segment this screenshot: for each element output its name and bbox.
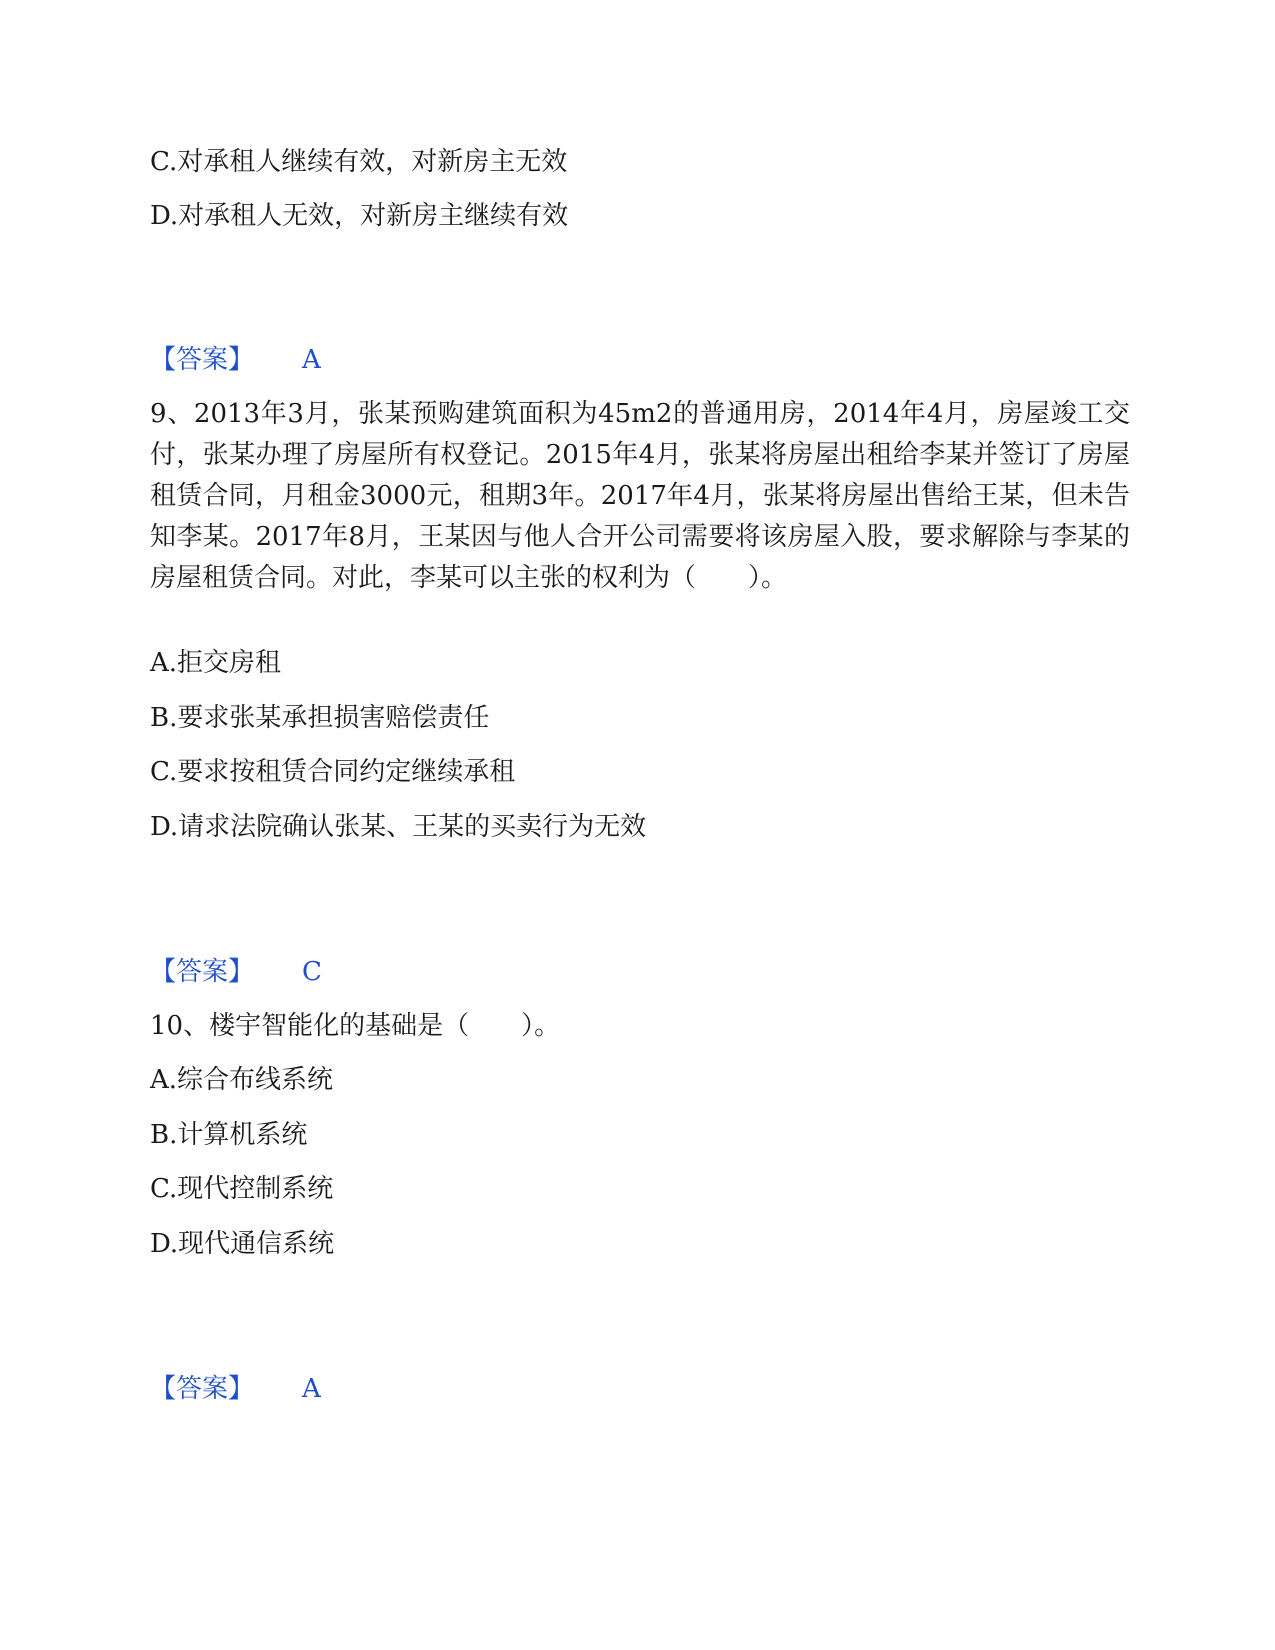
answer-value: A xyxy=(302,345,321,375)
answer-label: 【答案】 xyxy=(150,957,255,987)
answer-label: 【答案】 xyxy=(150,1374,255,1404)
q10-option-b: B.计算机系统 xyxy=(150,1120,308,1150)
q9-option-a: A.拒交房租 xyxy=(150,648,282,678)
q9-answer xyxy=(150,955,322,989)
answer-value: C xyxy=(302,957,322,987)
q9-option-b: B.要求张某承担损害赔偿责任 xyxy=(150,703,490,733)
q8-answer xyxy=(150,343,321,377)
q8-option-d: D.对承租人无效，对新房主继续有效 xyxy=(150,201,569,231)
q10-option-d: D.现代通信系统 xyxy=(150,1229,335,1259)
q10-answer xyxy=(150,1372,321,1406)
q8-option-c: C.对承租人继续有效，对新房主无效 xyxy=(150,147,568,177)
answer-label: 【答案】 xyxy=(150,345,255,375)
q9-stem: 9、2013年3月，张某预购建筑面积为45m2的普通用房，2014年4月，房屋竣工交付，张某办理了房屋所有权登记。2015年4月，张某将房屋出租给李某并签订了房屋租赁合同，月租金3000元，租期3年。2017年4月，张某将房屋出售给王某，但未告知李某。2017年8月，王某因与他人合开公司需要将该房屋入股，要求解除与李某的房屋租赁合同。对此，李某可以主张的权利为（ ）。 xyxy=(150,399,1130,593)
q10-stem: 10、楼宇智能化的基础是（ ）。 xyxy=(150,1011,561,1041)
answer-value: A xyxy=(302,1374,321,1404)
q10-option-c: C.现代控制系统 xyxy=(150,1174,334,1204)
q10-option-a: A.综合布线系统 xyxy=(150,1065,334,1095)
q9-option-c: C.要求按租赁合同约定继续承租 xyxy=(150,757,516,787)
q9-option-d: D.请求法院确认张某、王某的买卖行为无效 xyxy=(150,812,647,842)
